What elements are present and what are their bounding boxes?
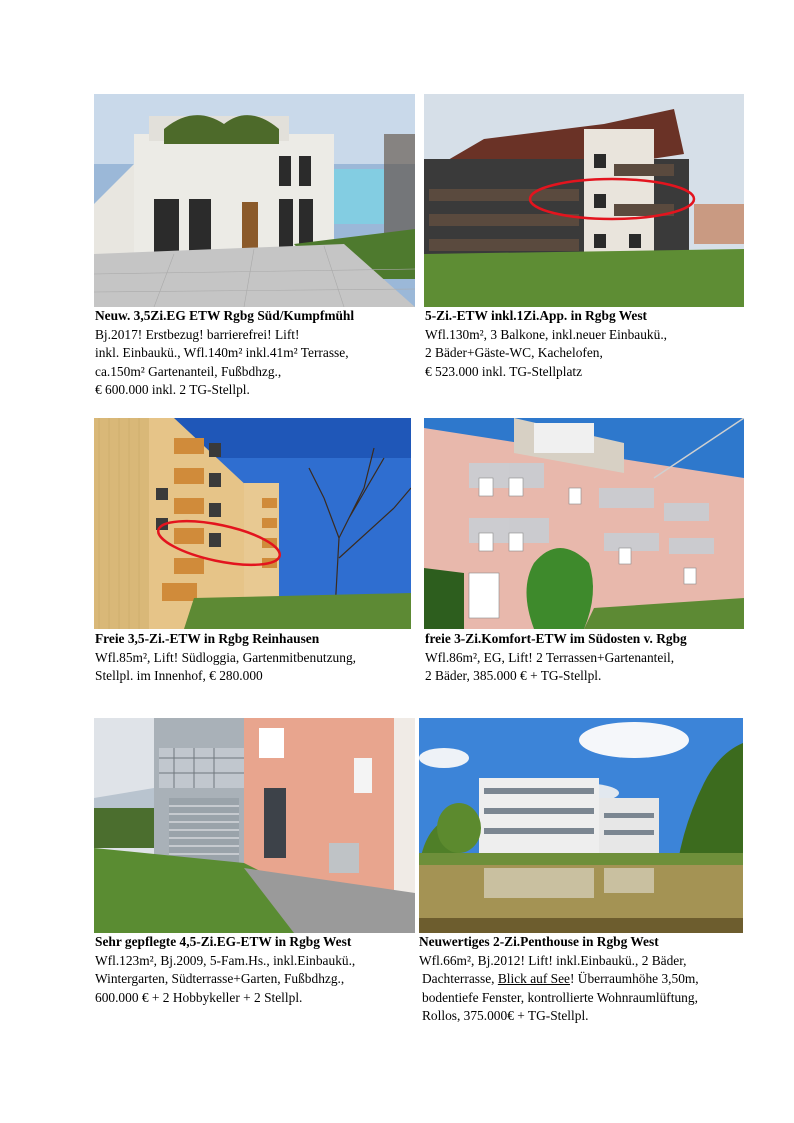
listing-5: [95, 933, 355, 1007]
listing-1-line-3: ca.150m² Gartenanteil, Fußbdhzg.,: [95, 363, 282, 379]
listing-6-line-2-post: ! Überraumhöhe 3,50m,: [569, 971, 699, 987]
listing-3: [95, 630, 356, 686]
listing-1-line-4: € 600.000 inkl. 2 TG-Stellpl.: [95, 382, 250, 398]
listing-4-title: freie 3-Zi.Komfort-ETW im Südosten v. Rgbg: [425, 631, 687, 646]
listing-1: [95, 307, 354, 400]
listing-2-line-3: € 523.000 inkl. TG-Stellplatz: [425, 363, 583, 379]
listing-6-line-1: Wfl.66m², Bj.2012! Lift! inkl.Einbaukü., 2 Bäder,: [419, 952, 687, 968]
listing-5-line-3: 600.000 € + 2 Hobbykeller + 2 Stellpl.: [95, 989, 303, 1005]
lake-view-text: Blick auf See: [497, 971, 570, 987]
listing-3-line-1: Wfl.85m², Lift! Südloggia, Gartenmitbenutzung,: [95, 649, 356, 665]
listing-5-title: Sehr gepflegte 4,5-Zi.EG-ETW in Rgbg West: [95, 934, 352, 949]
listing-5-line-2: Wintergarten, Südterrasse+Garten, Fußbdhzg.,: [95, 971, 345, 987]
listing-2-line-1: Wfl.130m², 3 Balkone, inkl.neuer Einbaukü.,: [425, 326, 668, 342]
listing-6-line-3: bodentiefe Fenster, kontrollierte Wohnraumlüftung,: [422, 989, 698, 1005]
listing-3-photo: [94, 418, 411, 629]
listing-2: [425, 307, 667, 381]
listing-1-line-1: Bj.2017! Erstbezug! barrierefrei! Lift!: [95, 326, 300, 342]
listing-6: [419, 933, 699, 1026]
listing-3-line-2: Stellpl. im Innenhof, € 280.000: [95, 668, 263, 684]
listing-5-line-1: Wfl.123m², Bj.2009, 5-Fam.Hs., inkl.Einbaukü.,: [95, 952, 356, 968]
listing-1-line-2: inkl. Einbaukü., Wfl.140m² inkl.41m² Terrasse,: [95, 345, 349, 361]
listing-6-photo: [419, 718, 743, 933]
listing-6-title: Neuwertiges 2-Zi.Penthouse in Rgbg West: [419, 934, 659, 949]
listing-4-line-1: Wfl.86m², EG, Lift! 2 Terrassen+Gartenanteil,: [425, 649, 675, 665]
listing-1-title: Neuw. 3,5Zi.EG ETW Rgbg Süd/Kumpfmühl: [95, 308, 355, 323]
listing-2-title: 5-Zi.-ETW inkl.1Zi.App. in Rgbg West: [425, 308, 648, 323]
listing-1-photo: [94, 94, 415, 307]
listing-4-photo: [424, 418, 744, 629]
listing-3-title: Freie 3,5-Zi.-ETW in Rgbg Reinhausen: [95, 631, 320, 646]
listing-4: [425, 630, 687, 686]
listing-2-photo: [424, 94, 744, 307]
listing-6-line-2-pre: Dachterrasse,: [422, 971, 498, 987]
listing-5-photo: [94, 718, 415, 933]
listing-2-line-2: 2 Bäder+Gäste-WC, Kachelofen,: [425, 345, 603, 361]
listing-4-line-2: 2 Bäder, 385.000 € + TG-Stellpl.: [425, 668, 602, 684]
listing-6-line-2: [419, 970, 699, 989]
listing-6-line-4: Rollos, 375.000€ + TG-Stellpl.: [422, 1008, 589, 1024]
